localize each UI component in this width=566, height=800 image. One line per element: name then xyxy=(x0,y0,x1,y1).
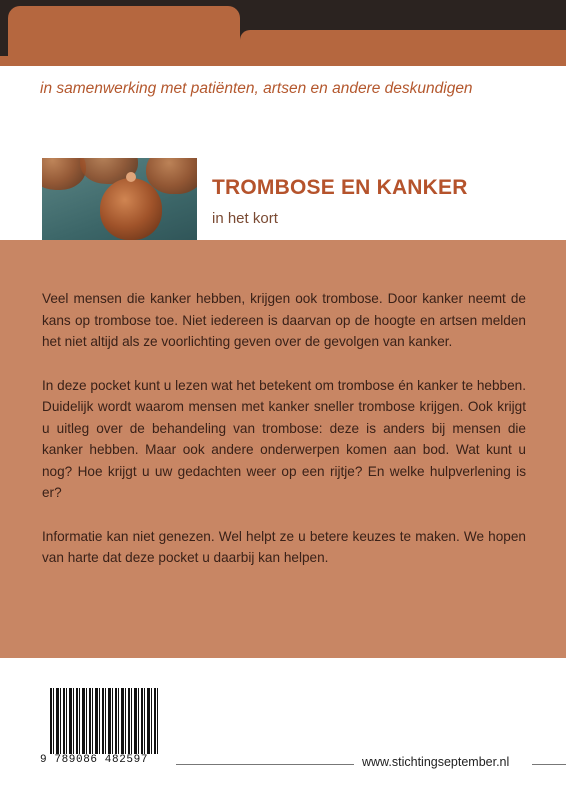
top-tab xyxy=(8,6,240,62)
blurb-paragraph: Informatie kan niet genezen. Wel helpt ze u betere keuzes te maken. We hopen van harte dat deze pocket u daarbij kan helpen. xyxy=(42,528,526,565)
barcode-bars xyxy=(50,688,158,754)
blurb xyxy=(42,288,526,591)
divider-line xyxy=(532,764,566,765)
hazelnut-icon xyxy=(100,178,162,240)
divider-line xyxy=(176,764,354,765)
blurb-paragraph: In deze pocket kunt u lezen wat het betekent om trombose én kanker te hebben. Duidelijk wordt waarom mensen met kanker sneller trombose krijgen. Ook krijgt u uitleg over de behandeling van trombose: deze is anders bij mensen die kanker hebben. Maar ook andere onderwerpen komen aan bod. Wat kunt u nog? Hoe krijgt u uw gedachten weer op een rijtje? En welke hulpverlening is er? xyxy=(42,377,526,500)
website-url: www.stichtingseptember.nl xyxy=(362,755,510,769)
blurb-paragraph: Veel mensen die kanker hebben, krijgen ook trombose. Door kanker neemt de kans op trombose toe. Niet iedereen is daarvan op de hoogte en artsen melden het niet altijd als ze voorlichting geven over de gevolgen van kanker. xyxy=(42,291,526,349)
top-band xyxy=(0,56,566,66)
barcode xyxy=(40,688,166,770)
isbn-number: 9 789086 482597 xyxy=(40,754,149,766)
tagline: in samenwerking met patiënten, artsen en andere deskundigen xyxy=(40,80,473,97)
book-subtitle: in het kort xyxy=(212,210,278,227)
hazelnut-tip xyxy=(126,172,136,182)
book-title: TROMBOSE EN KANKER xyxy=(212,176,468,199)
